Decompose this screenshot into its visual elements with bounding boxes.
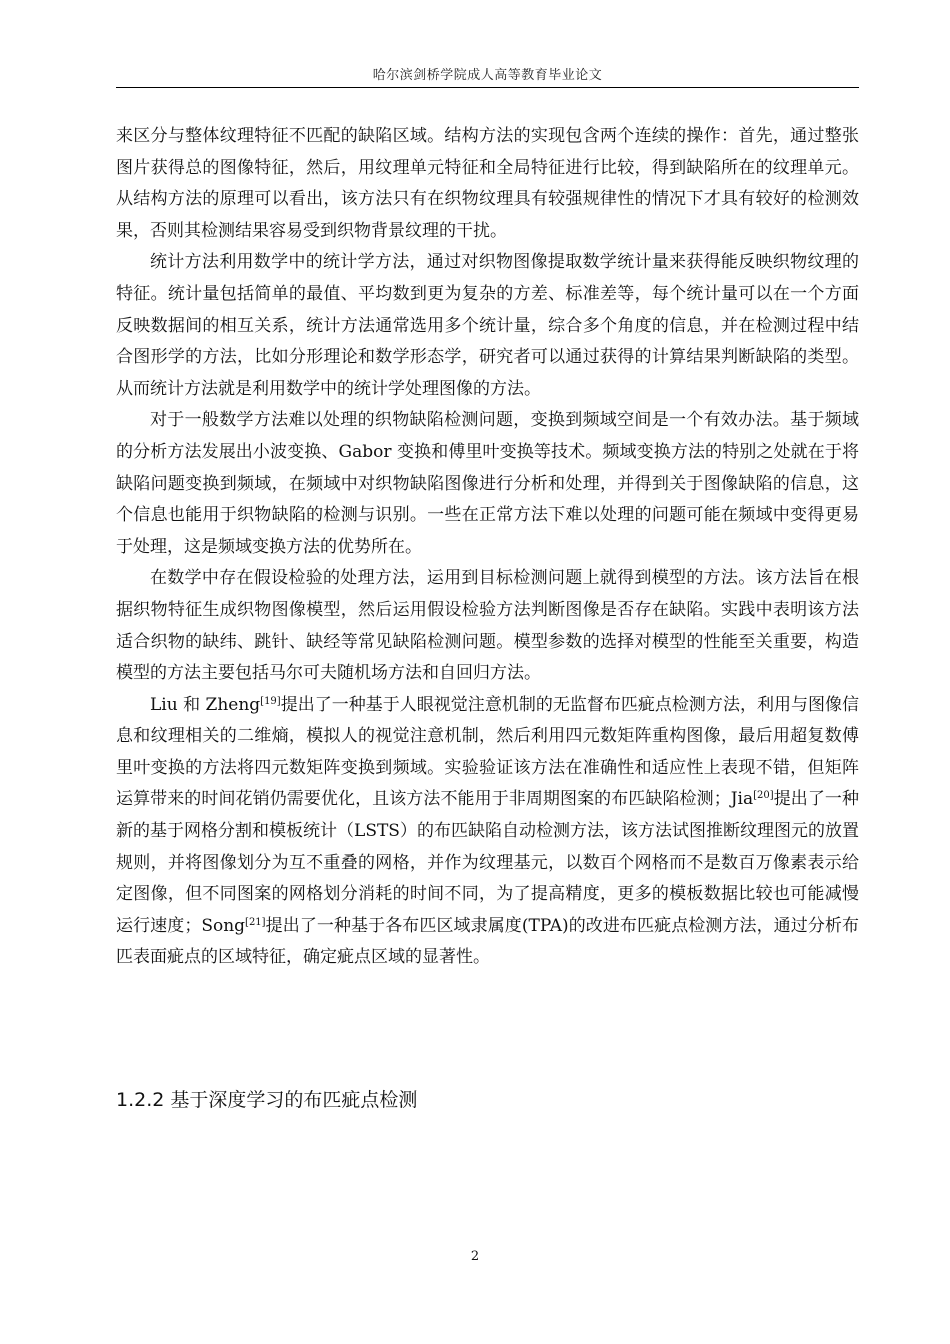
citation-ref: [21] (245, 916, 266, 928)
paragraph: 统计方法利用数学中的统计学方法，通过对织物图像提取数学统计量来获得能反映织物纹理的特征。统计量包括简单的最值、平均数到更为复杂的方差、标准差等，每个统计量可以在一个方面反映数据间的相互关系，统计方法通常选用多个统计量，综合多个角度的信息，并在检测过程中结合图形学的方法，比如分形理论和数学形态学，研究者可以通过获得的计算结果判断缺陷的类型。从而统计方法就是利用数学中的统计学处理图像的方法。 (116, 252, 859, 399)
section-heading: 1.2.2 基于深度学习的布匹疵点检测 (116, 1089, 418, 1111)
citation-text: Liu 和 Zheng (150, 694, 261, 715)
header-rule (116, 87, 859, 88)
body-text (116, 121, 859, 974)
citation-ref: [20] (753, 790, 774, 802)
citation-text: 提出了一种基于人眼视觉注意机制的无监督布匹疵点检测方法，利用与图像信息和纹理相关的二维熵，模拟人的视觉注意机制，然后利用四元数矩阵重构图像，最后用超复数傅里叶变换的方法将四元数矩阵变换到频域。实验验证该方法在准确性和适应性上表现不错，但矩阵运算带来的时间花销仍需要优化，且该方法不能用于非周期图案的布匹缺陷检测；Jia (116, 694, 860, 810)
citation-ref: [19] (260, 695, 281, 707)
running-header: 哈尔滨剑桥学院成人高等教育毕业论文 (372, 68, 603, 83)
paragraph: 对于一般数学方法难以处理的织物缺陷检测问题，变换到频域空间是一个有效办法。基于频域的分析方法发展出小波变换、Gabor 变换和傅里叶变换等技术。频域变换方法的特别之处就在于将缺陷问题变换到频域，在频域中对织物缺陷图像进行分析和处理，并得到关于图像缺陷的信息，这个信息也能用于织物缺陷的检测与识别。一些在正常方法下难以处理的问题可能在频域中变得更易于处理，这是频域变换方法的优势所在。 (116, 410, 859, 557)
paragraph-with-citations (116, 690, 859, 974)
citation-text: 提出了一种基于各布匹区域隶属度(TPA)的改进布匹疵点检测方法，通过分析布匹表面疵点的区域特征，确定疵点区域的显著性。 (116, 915, 859, 968)
page-number: 2 (470, 1249, 480, 1264)
citation-text: 提出了一种新的基于网格分割和模板统计（LSTS）的布匹缺陷自动检测方法，该方法试图推断纹理图元的放置规则，并将图像划分为互不重叠的网格，并作为纹理基元，以数百个网格而不是数百万像素表示给定图像，但不同图案的网格划分消耗的时间不同，为了提高精度，更多的模板数据比较也可能减慢运行速度；Song (116, 789, 860, 936)
paragraph: 来区分与整体纹理特征不匹配的缺陷区域。结构方法的实现包含两个连续的操作：首先，通过整张图片获得总的图像特征，然后，用纹理单元特征和全局特征进行比较，得到缺陷所在的纹理单元。从结构方法的原理可以看出，该方法只有在织物纹理具有较强规律性的情况下才具有较好的检测效果，否则其检测结果容易受到织物背景纹理的干扰。 (116, 126, 859, 241)
paragraph: 在数学中存在假设检验的处理方法，运用到目标检测问题上就得到模型的方法。该方法旨在根据织物特征生成织物图像模型，然后运用假设检验方法判断图像是否存在缺陷。实践中表明该方法适合织物的缺纬、跳针、缺经等常见缺陷检测问题。模型参数的选择对模型的性能至关重要，构造模型的方法主要包括马尔可夫随机场方法和自回归方法。 (116, 568, 859, 684)
